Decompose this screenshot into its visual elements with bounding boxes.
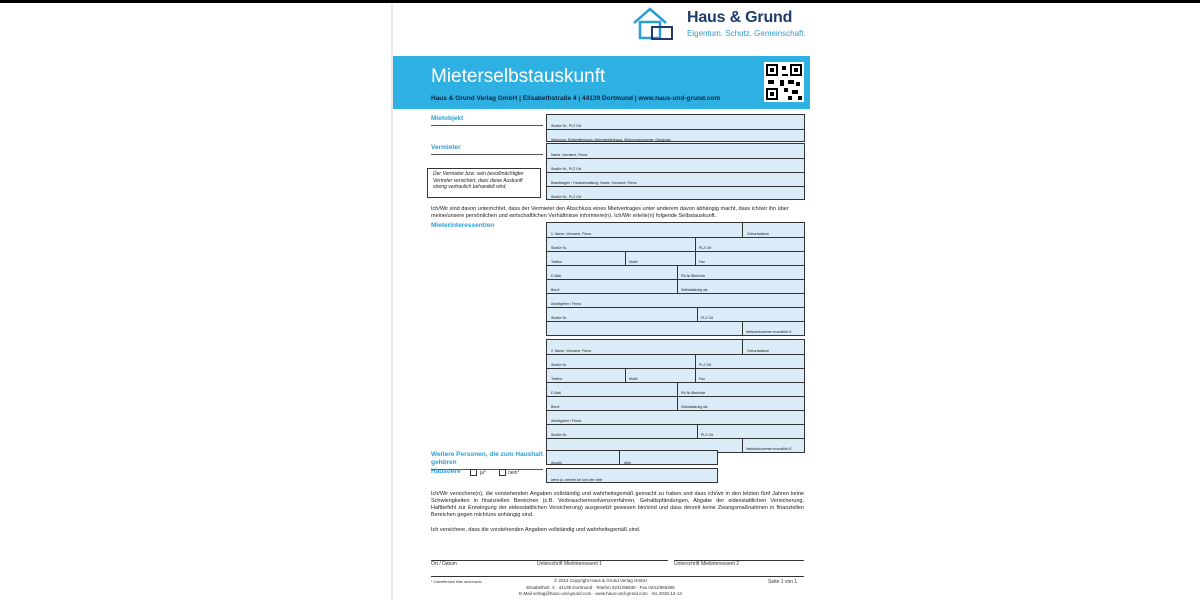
page-number: Seite 1 von 1 xyxy=(768,579,798,585)
document-page xyxy=(391,3,810,600)
t1-name: 1. Name, Vorname, Firma xyxy=(551,232,592,236)
col-divider xyxy=(697,307,698,321)
row-divider xyxy=(547,424,804,425)
tenant-1-box[interactable] xyxy=(546,222,805,336)
declaration-text: Ich/Wir versichere(n), die vorstehenden Angaben vollständig und wahrheitsgemäß gemacht zu haben und dass ich/wir in den letzten fünf Jahren keine Schwierigkeiten in finanziellen Bereichen (z.B. Verbraucherinsolvenzverfahren, Gehaltspfändungen, Abgabe der eidesstattlichen Versicherung, Haftbefehl zur Erzwingung der eidesstattlichen Versicherung) ausgesetzt gewesen bin/sind und dass derzeit keine Zwangsmaßnahmen in finanziellen Bereichen gegen mich/uns anhängig sind. xyxy=(431,491,804,518)
row-divider xyxy=(547,396,804,397)
row-divider xyxy=(547,354,804,355)
row-divider xyxy=(547,279,804,280)
t1-street: Straße Nr. xyxy=(551,246,567,250)
row-divider xyxy=(547,129,804,130)
sig-2-label: Unterschrift Mietinteressent 2 xyxy=(674,561,740,567)
field-hausverwaltung: Beauftragter / Hausverwaltung: Name, Vorname, Firma xyxy=(551,181,637,185)
section-rule xyxy=(431,154,543,155)
sig-1-label: Unterschrift Mietinteressent 1 xyxy=(537,561,603,567)
t2-fax: Fax xyxy=(699,377,705,381)
section-mietobjekt: Mietobjekt xyxy=(431,115,464,122)
pets-no-checkbox[interactable] xyxy=(499,469,506,476)
col-divider xyxy=(677,265,678,279)
qr-code-icon xyxy=(764,62,804,102)
col-divider xyxy=(695,354,696,368)
field-vermieter-name: Name, Vorname, Firma xyxy=(551,153,588,157)
row-divider xyxy=(547,410,804,411)
row-divider xyxy=(547,186,804,187)
page-edge xyxy=(391,3,393,600)
haus-und-grund-logo xyxy=(632,5,810,43)
t1-job: Beruf xyxy=(551,288,560,292)
pets-yes-label: ja* xyxy=(480,470,486,476)
row-divider xyxy=(547,237,804,238)
intro-text: Ich/Wir sind davon unterrichtet, dass der Vermieter den Abschluss eines Mietvertrages unter anderem davon abhängig macht, dass ich/wir ihn über meine/unsere persönlichen und wirtschaftlichen Verhältnisse informiere(n). Ich/Wir erteile(n) folgende Selbstauskunft. xyxy=(431,206,789,219)
t2-pa: PA-Nr./Behörde xyxy=(681,391,706,395)
t2-employer: Arbeitgeber / Firma xyxy=(551,419,581,423)
brand-tagline: Eigentum. Schutz. Gemeinschaft. xyxy=(687,29,806,38)
field-vermieter-address: Straße Nr., PLZ Ort xyxy=(551,167,582,171)
household-box[interactable] xyxy=(546,450,718,465)
row-divider xyxy=(547,251,804,252)
t1-income: Nettoeinkommen monatlich € xyxy=(746,330,792,334)
tenant-2-box[interactable] xyxy=(546,339,805,453)
t2-plz: PLZ Ort xyxy=(699,363,712,367)
title-banner xyxy=(391,56,810,109)
row-divider xyxy=(547,382,804,383)
t1-fax: Fax xyxy=(699,260,705,264)
col-divider xyxy=(742,223,743,237)
section-mieterinteressenten: Mieterinteressent/en xyxy=(431,222,495,229)
t1-employer-street: Straße Nr. xyxy=(551,316,567,320)
col-divider xyxy=(677,279,678,293)
sig-place-label: Ort / Datum xyxy=(431,561,457,567)
confirm-text: Ich versichere, dass die vorstehenden Angaben vollständig und wahrheitsgemäß sind. xyxy=(431,527,641,533)
footer-contact: E-Mail verlag@haus-und-grund.com · www.haus-und-grund.com · ms.2015-12-13 xyxy=(519,591,682,596)
t2-mobile: Mobil xyxy=(629,377,638,381)
footer-rule xyxy=(431,576,804,577)
vermieter-note: Der Vermieter bzw. sein bevollmächtigter Vertreter versichert, dass diese Auskunft streng vertraulich behandelt wird. xyxy=(427,168,541,198)
row-divider xyxy=(547,172,804,173)
t1-plz: PLZ Ort xyxy=(699,246,712,250)
t1-employer-plz: PLZ Ort xyxy=(701,316,714,320)
t2-employer-plz: PLZ Ort xyxy=(701,433,714,437)
field-mietobjekt-address: Straße Nr., PLZ Ort xyxy=(551,124,582,128)
row-divider xyxy=(547,321,804,322)
col-divider xyxy=(742,321,743,336)
pets-no-label: nein* xyxy=(508,470,520,476)
row-divider xyxy=(547,368,804,369)
vermieter-box[interactable] xyxy=(546,143,805,200)
t2-employer-street: Straße Nr. xyxy=(551,433,567,437)
t2-email: E-Mail xyxy=(551,391,561,395)
row-divider xyxy=(547,158,804,159)
col-divider xyxy=(625,251,626,265)
t1-mobile: Mobil xyxy=(629,260,638,264)
pets-detail-label: wenn ja, welche Art und wie viele xyxy=(551,478,603,482)
row-divider xyxy=(547,307,804,308)
section-vermieter: Vermieter xyxy=(431,144,461,151)
t2-income: Nettoeinkommen monatlich € xyxy=(746,447,792,451)
row-divider xyxy=(547,438,804,439)
form-title: Mieterselbstauskunft xyxy=(431,66,606,87)
section-haustiere: Haustiere xyxy=(431,468,461,475)
pets-detail-box[interactable] xyxy=(546,468,718,483)
row-divider xyxy=(547,265,804,266)
t2-birth: Geburtsdatum xyxy=(747,349,770,353)
t2-street: Straße Nr. xyxy=(551,363,567,367)
col-divider xyxy=(677,382,678,396)
col-divider xyxy=(742,340,743,354)
t1-birth: Geburtsdatum xyxy=(747,232,770,236)
field-mietobjekt-type: Wohnung, Einfamilienhaus, Mehrfamilienhaus, Wohnungsnummer, Geschoss xyxy=(551,138,671,142)
brand-name: Haus & Grund xyxy=(687,9,793,26)
t2-name: 2. Name, Vorname, Firma xyxy=(551,349,592,353)
footer-address: Elisabethstr. 4 · 44139 Dortmund · Telefon 0231/95830 · Fax 0231/958395 xyxy=(526,585,675,590)
t1-pa: PA-Nr./Behörde xyxy=(681,274,706,278)
t2-phone: Telefon xyxy=(551,377,563,381)
t1-phone: Telefon xyxy=(551,260,563,264)
field-hausverwaltung-address: Straße Nr., PLZ Ort xyxy=(551,195,582,199)
col-divider xyxy=(695,251,696,265)
household-age: Alter xyxy=(624,461,632,465)
col-divider xyxy=(697,424,698,438)
t2-selfemployed: Selbstständig als xyxy=(681,405,708,409)
section-rule xyxy=(431,125,543,126)
household-count: Anzahl xyxy=(551,461,562,465)
footer-copyright: © 2014 Copyright Haus & Grund Verlag GmbH xyxy=(553,578,648,583)
col-divider xyxy=(619,451,620,464)
t1-employer: Arbeitgeber / Firma xyxy=(551,302,581,306)
col-divider xyxy=(695,237,696,251)
house-logo-icon xyxy=(632,5,678,41)
row-divider xyxy=(547,293,804,294)
footnote: * Zutreffendes bitte ankreuzen xyxy=(431,580,482,584)
pets-yes-checkbox[interactable] xyxy=(470,469,477,476)
mietobjekt-box[interactable] xyxy=(546,114,805,142)
t1-selfemployed: Selbstständig als xyxy=(681,288,708,292)
col-divider xyxy=(695,368,696,382)
col-divider xyxy=(677,396,678,410)
col-divider xyxy=(742,438,743,453)
publisher-line: Haus & Grund Verlag GmbH | Elisabethstraße 4 | 44139 Dortmund | www.haus-und-grund.com xyxy=(431,95,721,102)
col-divider xyxy=(625,368,626,382)
t2-job: Beruf xyxy=(551,405,560,409)
section-weitere-personen: Weitere Personen, die zum Haushalt gehören xyxy=(431,451,543,466)
t1-email: E-Mail xyxy=(551,274,561,278)
